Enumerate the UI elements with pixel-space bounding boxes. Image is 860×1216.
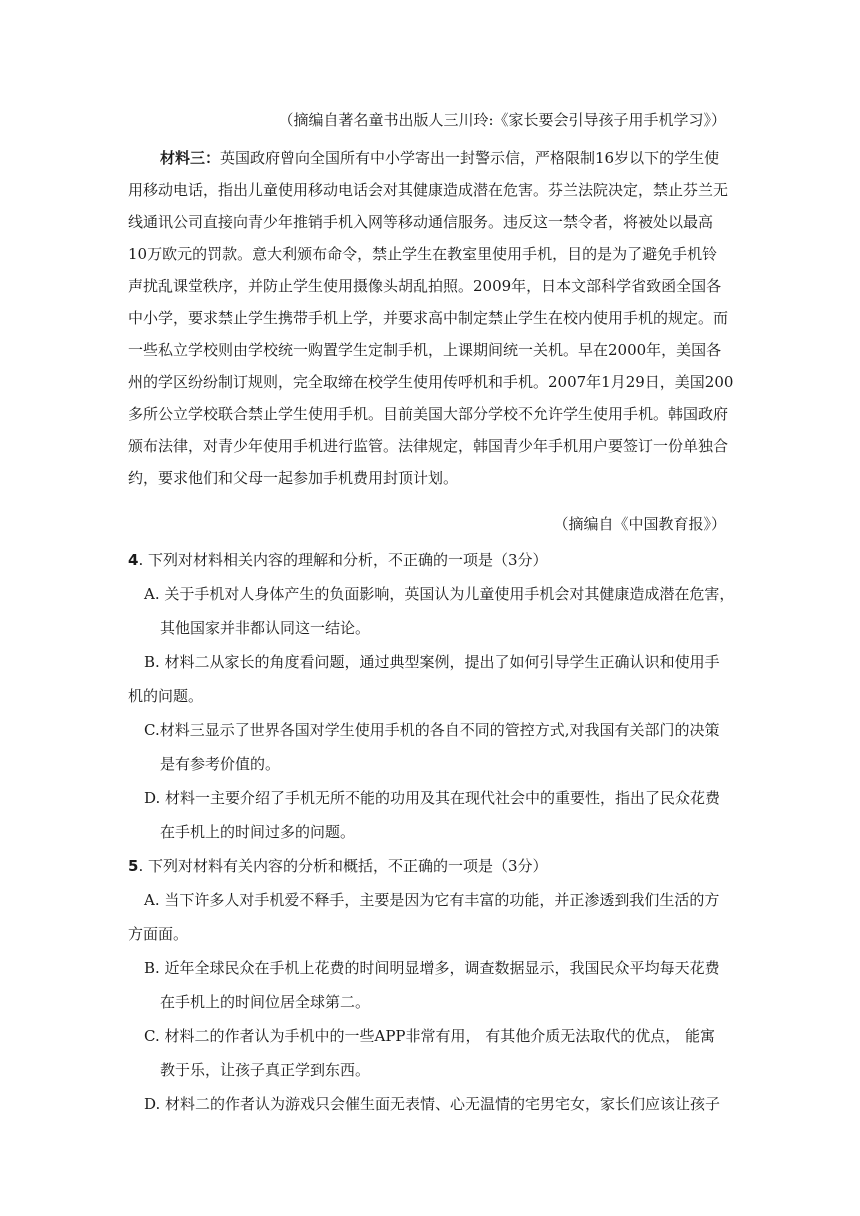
question-text: . 下列对材料有关内容的分析和概括，不正确的一项是（3分）	[138, 857, 548, 875]
q4-option-a-cont: 其他国家并非都认同这一结论。	[160, 619, 371, 637]
material3-line: 10万欧元的罚款。意大利颁布命令，禁止学生在教室里使用手机，目的是为了避免手机铃	[128, 245, 718, 263]
q4-option-c-cont: 是有参考价值的。	[160, 755, 281, 773]
material3-line: 线通讯公司直接向青少年推销手机入网等移动通信服务。违反这一禁令者，将被处以最高	[128, 213, 714, 231]
q4-option-b-cont: 机的问题。	[128, 687, 204, 705]
question-number: 5	[128, 857, 139, 875]
q4-option-b: B. 材料二从家长的角度看问题，通过典型案例，提出了如何引导学生正确认识和使用手	[144, 653, 720, 671]
material3-line: 多所公立学校联合禁止学生使用手机。目前美国大部分学校不允许学生使用手机。韩国政府	[128, 405, 729, 423]
material3-line: 英国政府曾向全国所有中小学寄出一封警示信，严格限制16岁以下的学生使	[220, 149, 720, 167]
q5-option-b-cont: 在手机上的时间位居全球第二。	[160, 993, 371, 1011]
q5-option-a: A. 当下许多人对手机爱不释手，主要是因为它有丰富的功能，并正渗透到我们生活的方	[144, 891, 720, 909]
material3-source: （摘编自《中国教育报》）	[553, 515, 726, 533]
question-4-stem	[128, 550, 548, 570]
material2-source: （摘编自著名童书出版人三川玲:《家长要会引导孩子用手机学习》）	[278, 111, 726, 129]
q5-option-a-cont: 方面面。	[128, 925, 189, 943]
material3-line: 中小学，要求禁止学生携带手机上学，并要求高中制定禁止学生在校内使用手机的规定。而	[128, 309, 729, 327]
material3-first-line	[160, 148, 719, 168]
material3-line: 颁布法律，对青少年使用手机进行监管。法律规定，韩国青少年手机用户要签订一份单独合	[128, 437, 729, 455]
material3-line: 一些私立学校则由学校统一购置学生定制手机，上课期间统一关机。早在2000年，美国各	[128, 341, 722, 359]
q5-option-c: C. 材料二的作者认为手机中的一些APP非常有用， 有其他介质无法取代的优点， 能寓	[144, 1027, 716, 1045]
q4-option-d-cont: 在手机上的时间过多的问题。	[160, 823, 356, 841]
q5-option-b: B. 近年全球民众在手机上花费的时间明显增多，调查数据显示，我国民众平均每天花费	[144, 959, 720, 977]
q5-option-c-cont: 教于乐，让孩子真正学到东西。	[160, 1061, 371, 1079]
question-5-stem	[128, 856, 548, 876]
material3-line: 用移动电话，指出儿童使用移动电话会对其健康造成潜在危害。芬兰法院决定，禁止芬兰无	[128, 181, 729, 199]
material3-line: 声扰乱课堂秩序，并防止学生使用摄像头胡乱拍照。2009年，日本文部科学省致函全国各	[128, 277, 722, 295]
question-number: 4	[128, 551, 139, 569]
material3-line: 约，要求他们和父母一起参加手机费用封顶计划。	[128, 469, 459, 487]
q4-option-c: C.材料三显示了世界各国对学生使用手机的各自不同的管控方式,对我国有关部门的决策	[144, 721, 720, 739]
material3-line: 州的学区纷纷制订规则，完全取缔在校学生使用传呼机和手机。2007年1月29日，美国200	[128, 373, 734, 391]
q4-option-a: A. 关于手机对人身体产生的负面影响，英国认为儿童使用手机会对其健康造成潜在危害，	[144, 585, 735, 603]
material3-label: 材料三：	[160, 149, 221, 167]
q5-option-d: D. 材料二的作者认为游戏只会催生面无表情、心无温情的宅男宅女，家长们应该让孩子	[144, 1095, 721, 1113]
q4-option-d: D. 材料一主要介绍了手机无所不能的功用及其在现代社会中的重要性，指出了民众花费	[144, 789, 721, 807]
question-text: . 下列对材料相关内容的理解和分析，不正确的一项是（3分）	[138, 551, 548, 569]
